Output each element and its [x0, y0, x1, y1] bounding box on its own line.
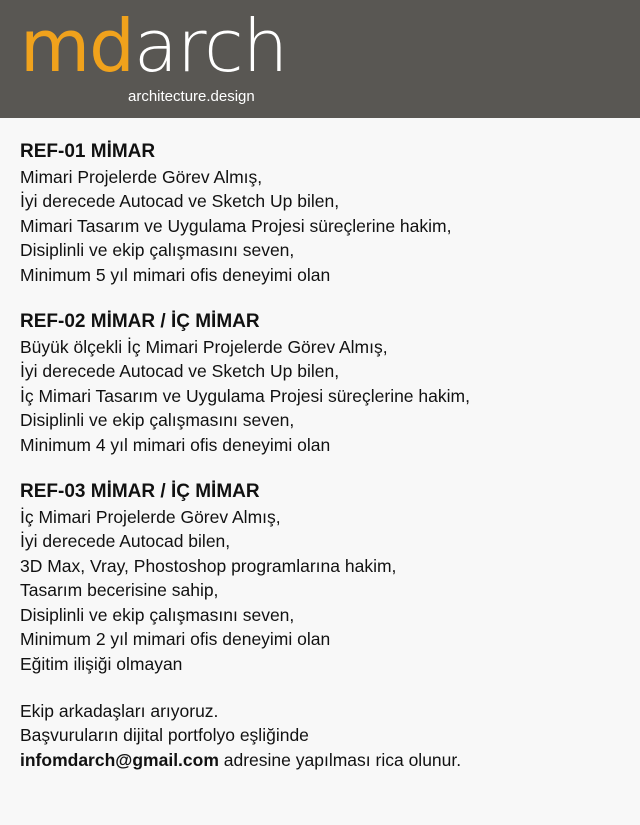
header-banner [0, 0, 640, 118]
job-title: REF-02 MİMAR / İÇ MİMAR [20, 311, 260, 333]
requirement-line: İç Mimari Tasarım ve Uygulama Projesi süreçlerine hakim, [20, 385, 470, 406]
job-title: REF-01 MİMAR [20, 141, 156, 162]
job-section [20, 310, 640, 457]
footer-line-3 [20, 748, 640, 772]
requirement-line: Minimum 4 yıl mimari ofis deneyimi olan [20, 434, 331, 455]
requirement-line: İç Mimari Projelerde Görev Almış, [20, 507, 281, 528]
job-section [20, 480, 640, 676]
requirement-line: 3D Max, Vray, Phostoshop programlarına hakim, [20, 555, 397, 576]
requirement-line: İyi derecede Autocad bilen, [20, 531, 231, 552]
logo-md: md [20, 4, 134, 88]
logo-arch: arch [133, 4, 288, 88]
job-sections [20, 140, 640, 676]
job-section [20, 140, 640, 287]
requirement-line: Mimari Projelerde Görev Almış, [20, 167, 263, 187]
requirement-line: Mimari Tasarım ve Uygulama Projesi süreçlerine hakim, [20, 215, 452, 236]
requirement-line: Tasarım becerisine sahip, [20, 580, 219, 601]
job-listing [0, 118, 640, 825]
footer-line-1: Ekip arkadaşları arıyoruz. [20, 700, 219, 721]
requirement-line: Minimum 5 yıl mimari ofis deneyimi olan [20, 264, 331, 285]
footer-line-3-suffix: adresine yapılması rica olunur. [218, 749, 462, 770]
company-logo [20, 4, 288, 88]
footer-line-2: Başvuruların dijital portfolyo eşliğinde [20, 725, 309, 746]
requirement-line: Disiplinli ve ekip çalışmasını seven, [20, 410, 295, 431]
requirement-line: Eğitim ilişiği olmayan [20, 653, 183, 674]
job-title: REF-03 MİMAR / İÇ MİMAR [20, 481, 260, 503]
tagline: architecture.design [128, 88, 255, 105]
requirement-line: Disiplinli ve ekip çalışmasını seven, [20, 240, 295, 261]
application-info [20, 699, 640, 772]
requirement-line: Büyük ölçekli İç Mimari Projelerde Görev Almış, [20, 337, 388, 358]
requirement-line: İyi derecede Autocad ve Sketch Up bilen, [20, 361, 340, 382]
requirement-line: İyi derecede Autocad ve Sketch Up bilen, [20, 191, 340, 212]
requirement-line: Minimum 2 yıl mimari ofis deneyimi olan [20, 629, 331, 650]
requirement-line: Disiplinli ve ekip çalışmasını seven, [20, 604, 295, 625]
contact-email[interactable]: infomdarch@gmail.com [20, 749, 219, 770]
